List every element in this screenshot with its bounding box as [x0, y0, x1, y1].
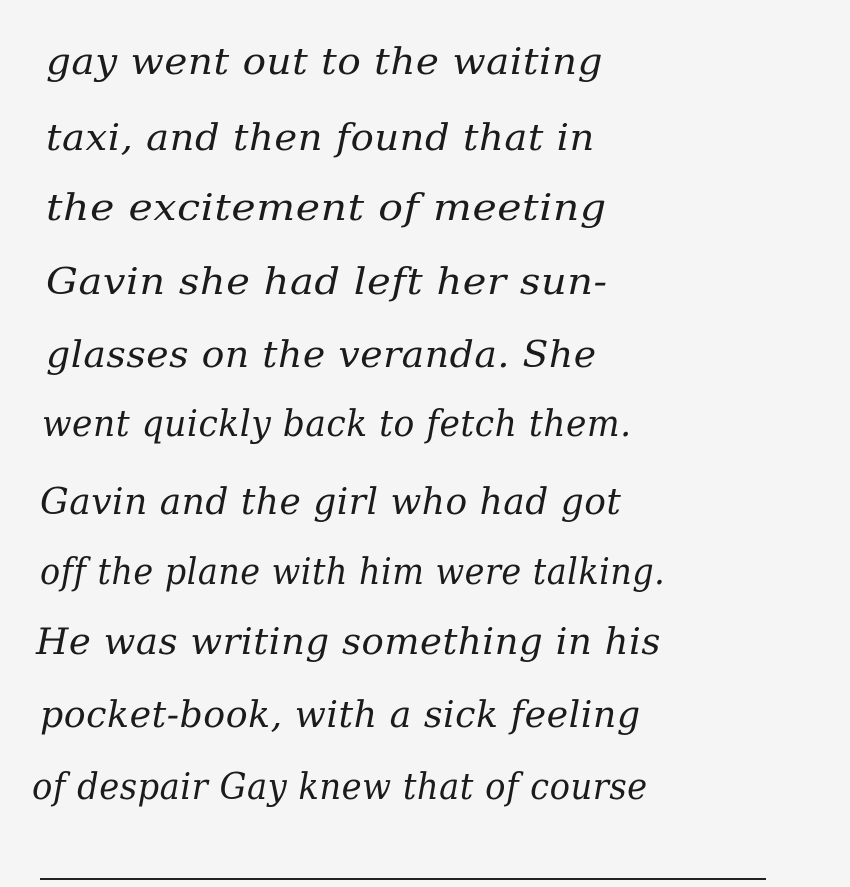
text-line: of despair Gay knew that of course — [32, 767, 648, 808]
text-line: glasses on the veranda. She — [46, 335, 597, 376]
text-line: taxi, and then found that in — [46, 118, 595, 159]
text-line: the excitement of meeting — [46, 188, 607, 229]
bottom-rule — [40, 878, 766, 880]
text-line: Gavin and the girl who had got — [40, 482, 622, 523]
text-line: went quickly back to fetch them. — [42, 404, 632, 445]
text-line: He was writing something in his — [36, 622, 661, 663]
text-line: pocket-book, with a sick feeling — [40, 695, 641, 736]
text-line: Gavin she had left her sun- — [46, 262, 608, 303]
text-line: off the plane with him were talking. — [40, 552, 666, 593]
text-line: gay went out to the waiting — [46, 42, 604, 83]
